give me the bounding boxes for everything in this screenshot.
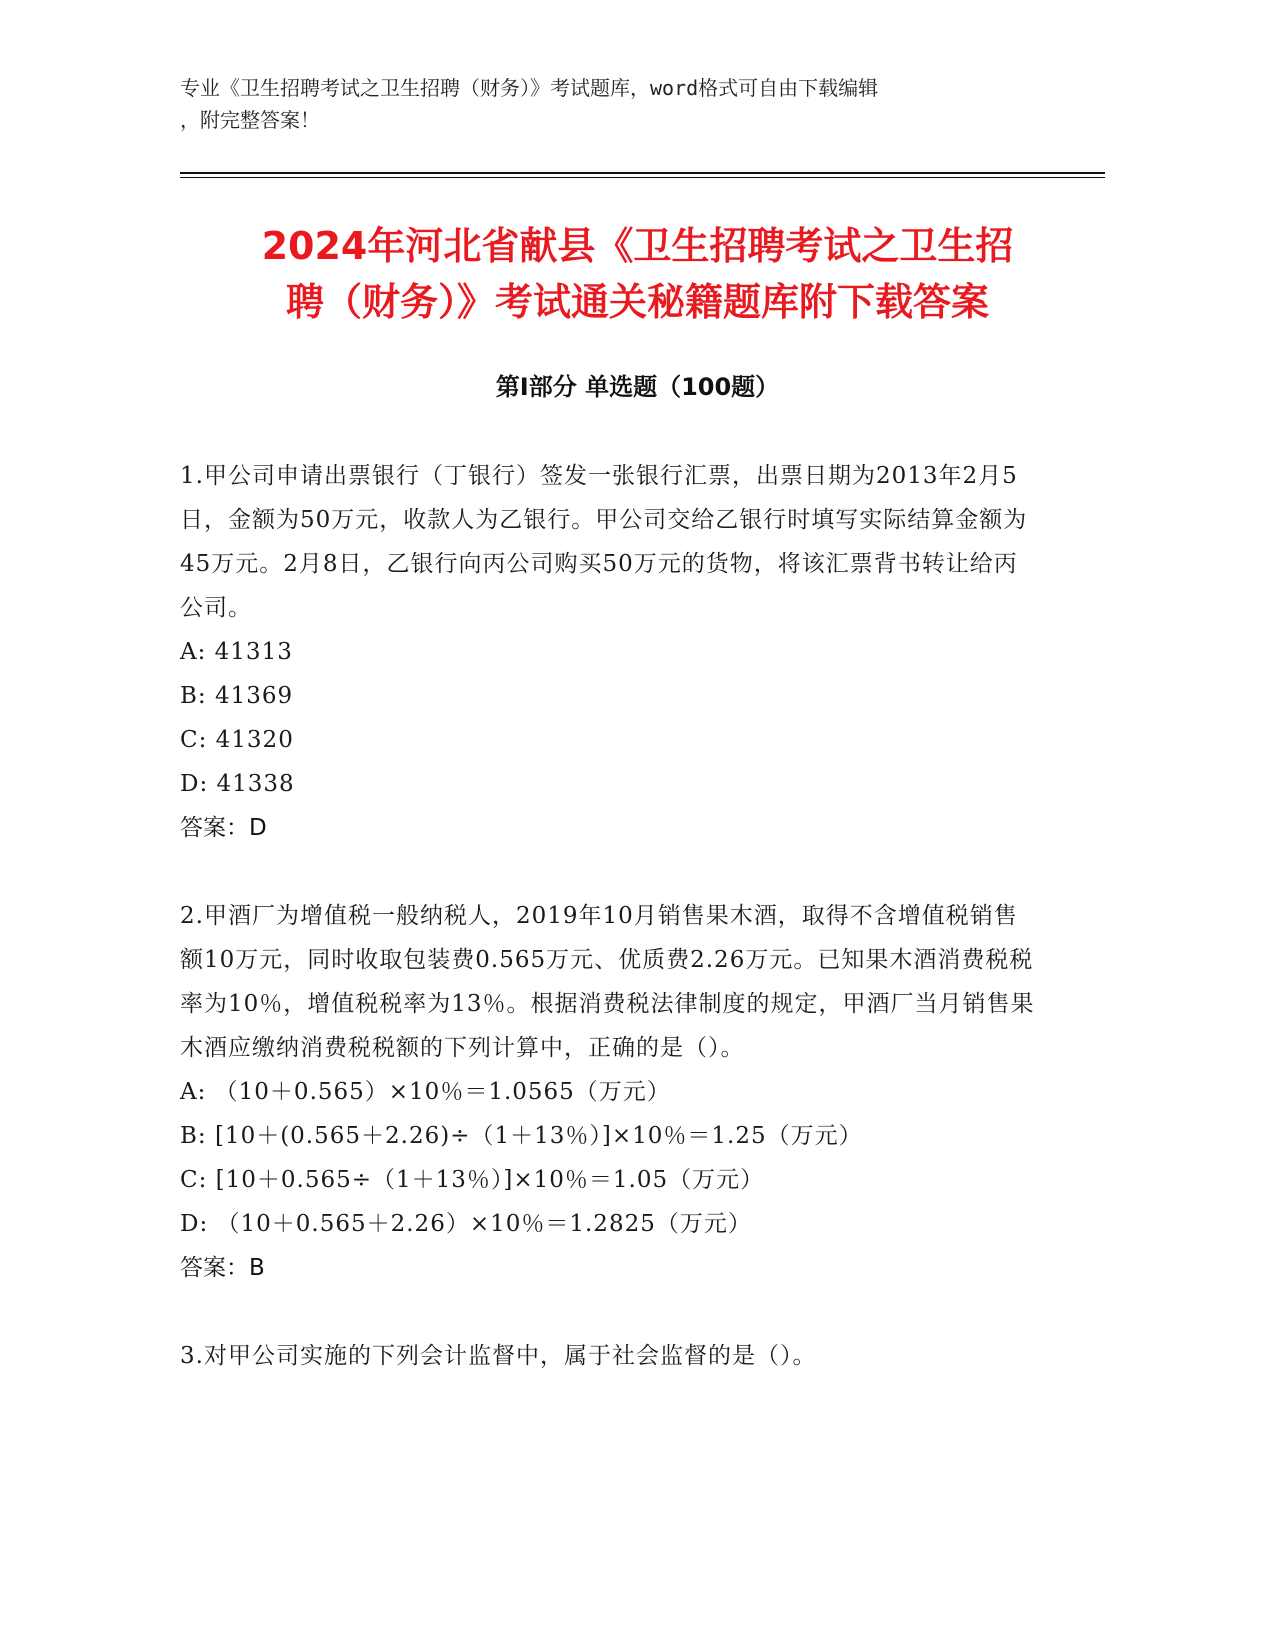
option-c: C: 41320 [180,727,294,753]
question-text: 1.甲公司申请出票银行（丁银行）签发一张银行汇票，出票日期为2013年2月5日，金额为50万元，收款人为乙银行。甲公司交给乙银行时填写实际结算金额为45万元。2月8日，乙银行向丙公司购买50万元的货物，将该汇票背书转让给丙公司。 [180,463,1028,621]
header-note [180,72,1060,136]
question-2 [180,894,1040,1290]
title-line2: 聘（财务）》考试通关秘籍题库附下载答案 [285,280,989,324]
question-text: 3.对甲公司实施的下列会计监督中，属于社会监督的是（）。 [180,1343,817,1369]
question-text: 2.甲酒厂为增值税一般纳税人，2019年10月销售果木酒，取得不含增值税销售额10万元，同时收取包装费0.565万元、优质费2.26万元。已知果木酒消费税税率为10％，增值税税率为13％。根据消费税法律制度的规定，甲酒厂当月销售果木酒应缴纳消费税税额的下列计算中，正确的是（）。 [180,903,1035,1061]
option-b: B: 41369 [180,683,294,709]
question-list [180,454,1040,1422]
question-1 [180,454,1040,850]
header-divider-thin [180,177,1105,178]
header-divider-thick [180,172,1105,174]
option-d: D: 41338 [180,771,295,797]
question-3 [180,1334,1040,1378]
option-d: D: （10＋0.565＋2.26）×10％＝1.2825（万元） [180,1211,752,1237]
option-a: A: （10＋0.565）×10％＝1.0565（万元） [180,1079,671,1105]
option-b: B: [10＋(0.565＋2.26)÷（1＋13％）]×10％＝1.25（万元） [180,1123,863,1149]
answer-label: 答案：B [180,1255,265,1281]
option-c: C: [10＋0.565÷（1＋13％）]×10％＝1.05（万元） [180,1167,765,1193]
header-note-line2: ，附完整答案！ [180,108,320,132]
section-heading: 第I部分 单选题（100题） [495,373,780,401]
title-line1: 2024年河北省献县《卫生招聘考试之卫生招 [261,224,1014,268]
header-note-line1: 专业《卫生招聘考试之卫生招聘（财务）》考试题库，word格式可自由下载编辑 [180,76,879,100]
answer-label: 答案：D [180,815,267,841]
document-title [150,218,1125,330]
option-a: A: 41313 [180,639,293,665]
